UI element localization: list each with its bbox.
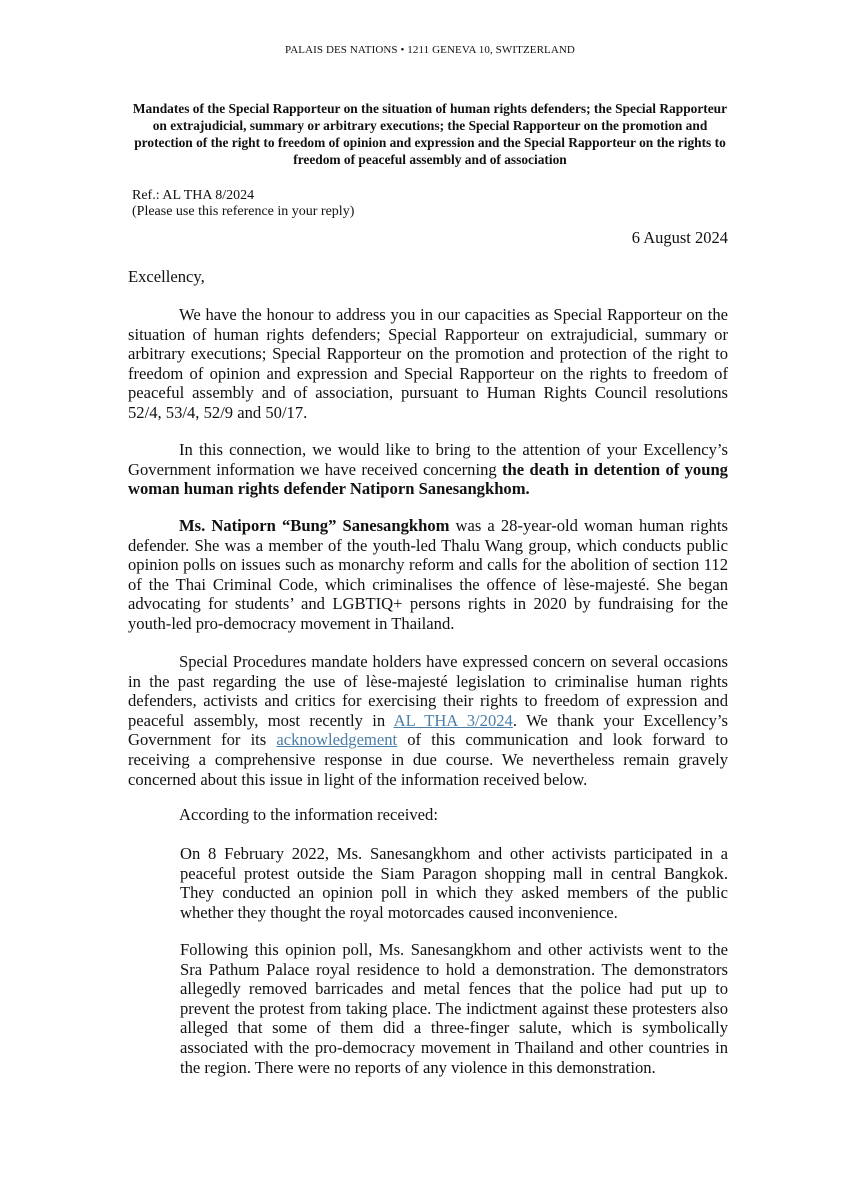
- paragraph-connection-bold: the death in detention of young woman human rights defender Natiporn Sanesangkhom.: [128, 459, 728, 499]
- link-al-tha-3-2024[interactable]: AL THA 3/2024: [393, 710, 513, 730]
- mandates-title: Mandates of the Special Rapporteur on the situation of human rights defenders; the Special Rapporteur on extrajudicial, summary or arbitrary executions; the Special Rapporteur on the promotion and protection of the right to freedom of opinion and expression and the Special Rapporteur on the rights to freedom of peaceful assembly and of association: [132, 101, 728, 167]
- paragraph-capacities: We have the honour to address you in our capacities as Special Rapporteur on the situation of human rights defenders; Special Rapporteur on extrajudicial, summary or arbitrary executions; Special Rapporteur on the promotion and protection of the right to freedom of opinion and expression and Special Rapporteur on the rights to freedom of peaceful assembly and of association, pursuant to Human Rights Council resolutions 52/4, 53/4, 52/9 and 50/17.: [128, 305, 728, 422]
- quote-protest-siam-paragon: On 8 February 2022, Ms. Sanesangkhom and other activists participated in a peaceful protest outside the Siam Paragon shopping mall in central Bangkok. They conducted an opinion poll in which they asked members of the public whether they thought the royal motorcades caused inconvenience.: [180, 844, 728, 922]
- salutation: Excellency,: [128, 267, 205, 286]
- quote-sra-pathum-demonstration: Following this opinion poll, Ms. Sanesangkhom and other activists went to the Sra Pathum Palace royal residence to hold a demonstration. The demonstrators allegedly removed barricades and metal fences that the police had put up to prevent the protest from taking place. The indictment against these protesters also alleged that some of them did a three-finger salute, which is symbolically associated with the pro-democracy movement in Thailand and other countries in the region. There were no reports of any violence in this demonstration.: [180, 940, 728, 1077]
- paragraph-connection: [128, 440, 728, 499]
- letter-date: 6 August 2024: [631, 228, 728, 247]
- paragraph-concern: [128, 652, 728, 789]
- link-acknowledgement[interactable]: acknowledgement: [276, 730, 398, 750]
- reference-note: (Please use this reference in your reply): [132, 204, 355, 219]
- paragraph-connection-text: In this connection, we would like to bring to the attention of your Excellency’s Government information we have received concerning: [128, 440, 728, 479]
- paragraph-concern-text-c: of this communication and look forward to receiving a comprehensive response in due course. We nevertheless remain gravely concerned about this issue in light of the information received below.: [128, 730, 728, 789]
- paragraph-concern-text-a: Special Procedures mandate holders have expressed concern on several occasions in the past regarding the use of lèse-majesté legislation to criminalise human rights defenders, activists and critics for exercising their rights to freedom of expression and peaceful assembly, most recently in: [128, 652, 728, 730]
- paragraph-profile-name: Ms. Natiporn “Bung” Sanesangkhom: [179, 516, 450, 535]
- paragraph-profile-text: was a 28-year-old woman human rights defender. She was a member of the youth-led Thalu Wang group, which conducts public opinion polls on issues such as monarchy reform and calls for the abolition of section 112 of the Thai Criminal Code, which criminalises the offence of lèse-majesté. She began advocating for students’ and LGBTIQ+ persons rights in 2020 by fundraising for the youth-led pro-democracy movement in Thailand.: [128, 516, 728, 633]
- paragraph-according: According to the information received:: [179, 805, 438, 824]
- paragraph-profile: [128, 516, 728, 634]
- reference-block: [132, 188, 354, 220]
- paragraph-concern-text-b: . We thank your Excellency’s Government for its: [128, 710, 728, 750]
- reference-number: Ref.: AL THA 8/2024: [132, 188, 255, 203]
- header-address: PALAIS DES NATIONS • 1211 GENEVA 10, SWITZERLAND: [285, 44, 575, 56]
